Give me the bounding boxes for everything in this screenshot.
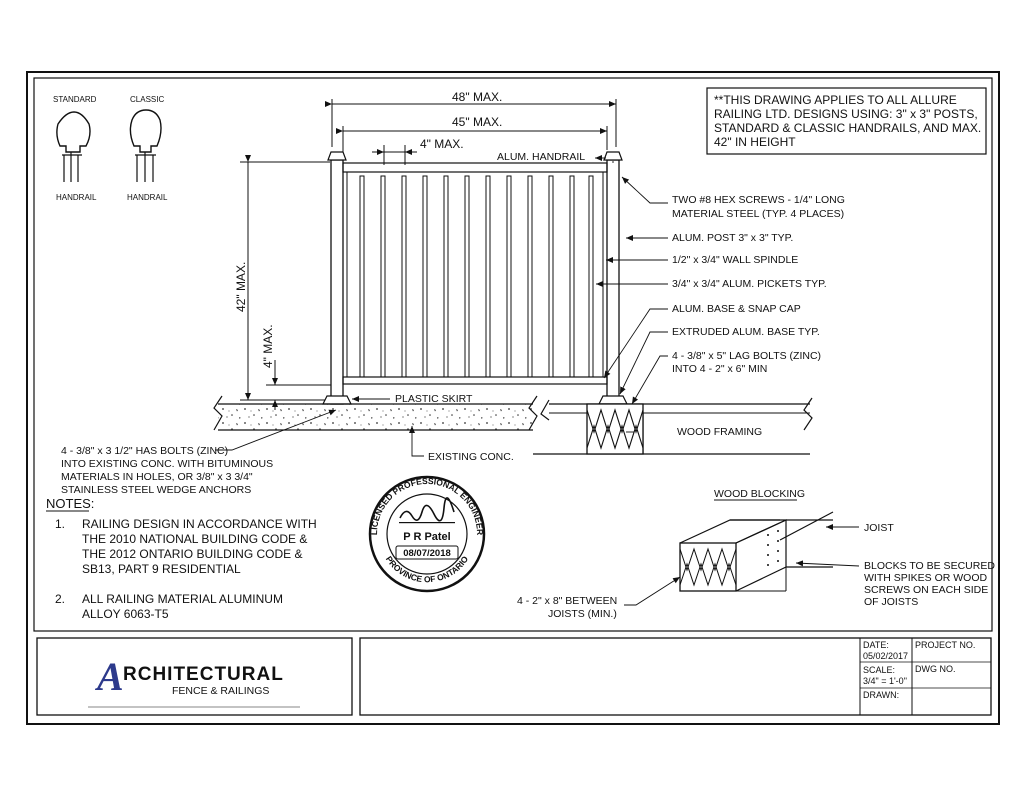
classic-profile-icon (130, 110, 161, 152)
right-post (607, 160, 619, 404)
note-box-line-3: STANDARD & CLASSIC HANDRAILS, AND MAX. (714, 121, 982, 135)
seal-arc-bottom: PROVINCE OF ONTARIO (383, 554, 471, 585)
wood-blocking-detail (624, 500, 859, 605)
sheet-border (27, 72, 999, 724)
right-post-cap (604, 152, 622, 160)
existing-conc-callout: EXISTING CONC. (428, 451, 514, 463)
note-box-line-1: **THIS DRAWING APPLIES TO ALL ALLURE (714, 93, 957, 107)
engineer-seal (369, 476, 485, 591)
has-bolts-callout-2: INTO EXISTING CONC. WITH BITUMINOUS (61, 458, 274, 470)
notes-heading: NOTES: (46, 496, 95, 511)
screws-callout-2: MATERIAL STEEL (TYP. 4 PLACES) (672, 208, 845, 220)
wood-framing-callout: WOOD FRAMING (677, 426, 763, 438)
date-value: 05/02/2017 (863, 651, 909, 661)
between-joists-2: JOISTS (MIN.) (548, 608, 617, 620)
screws-callout-1: TWO #8 HEX SCREWS - 1/4" LONG (672, 194, 845, 206)
classic-label: CLASSIC (130, 95, 165, 104)
logo-letter: A (97, 654, 124, 699)
blocks-note-2: WITH SPIKES OR WOOD (864, 572, 988, 584)
left-post-cap (328, 152, 346, 160)
note-box-line-4: 42" IN HEIGHT (714, 135, 796, 149)
pickets-callout: 3/4" x 3/4" ALUM. PICKETS TYP. (672, 278, 827, 290)
left-post (331, 160, 343, 404)
lag-bolts-callout-2: INTO 4 - 2" x 6" MIN (672, 363, 768, 375)
railing-elevation (323, 152, 627, 404)
dim-4-gap-label: 4" MAX. (261, 324, 275, 368)
pickets (360, 176, 593, 377)
bottom-rail (343, 377, 607, 384)
note-2-number: 2. (55, 592, 66, 606)
notes-section (46, 496, 317, 621)
note-box-line-2: RAILING LTD. DESIGNS USING: 3" x 3" POSTS, (714, 107, 978, 121)
note-2-line-1: ALL RAILING MATERIAL ALUMINUM (82, 592, 283, 606)
note-1-line-2: THE 2010 NATIONAL BUILDING CODE & (82, 532, 308, 546)
between-joists-1: 4 - 2" x 8" BETWEEN (517, 595, 618, 607)
logo-word: RCHITECTURAL (123, 664, 284, 685)
right-post-base (599, 396, 627, 404)
handrail-profiles (53, 95, 168, 202)
note-1-line-1: RAILING DESIGN IN ACCORDANCE WITH (82, 517, 317, 531)
top-handrail (343, 163, 607, 172)
plastic-skirt-callout: PLASTIC SKIRT (395, 393, 473, 405)
company-logo (94, 654, 284, 699)
note-1-number: 1. (55, 517, 66, 531)
left-post-base (323, 396, 351, 404)
seal-date: 08/07/2018 (403, 548, 451, 559)
note-1-line-3: THE 2012 ONTARIO BUILDING CODE & (82, 547, 303, 561)
seal-arc-top: LICENSED PROFESSIONAL ENGINEER (368, 475, 486, 536)
has-bolts-callout-1: 4 - 3/8" x 3 1/2" HAS BOLTS (ZINC) (61, 445, 229, 457)
seal-name: P R Patel (403, 531, 451, 543)
lag-bolts-callout-1: 4 - 3/8" x 5" LAG BOLTS (ZINC) (672, 350, 822, 362)
blocks-note-4: OF JOISTS (864, 596, 919, 608)
blocks-note-1: BLOCKS TO BE SECURED (864, 560, 995, 572)
scale-label: SCALE: (863, 665, 896, 675)
has-bolts-callout-3: MATERIALS IN HOLES, OR 3/8" x 3 3/4" (61, 471, 253, 483)
scale-value: 3/4" = 1'-0" (863, 676, 907, 686)
dim-45-label: 45" MAX. (452, 115, 503, 129)
has-bolts-callout-4: STAINLESS STEEL WEDGE ANCHORS (61, 484, 252, 496)
dim-4-spacing-label: 4" MAX. (420, 137, 464, 151)
note-1-line-4: SB13, PART 9 RESIDENTIAL (82, 562, 241, 576)
project-no-label: PROJECT NO. (915, 640, 976, 650)
wood-framing (533, 398, 812, 454)
handrail-label-2: HANDRAIL (127, 193, 168, 202)
note-2-line-2: ALLOY 6063-T5 (82, 607, 169, 621)
concrete-slab (214, 396, 537, 430)
joist-label: JOIST (864, 522, 894, 534)
base-cap-callout: ALUM. BASE & SNAP CAP (672, 303, 801, 315)
dim-42-label: 42" MAX. (234, 261, 248, 312)
wood-blocking-title: WOOD BLOCKING (714, 488, 806, 500)
drawn-label: DRAWN: (863, 690, 900, 700)
standard-profile-icon (57, 112, 90, 152)
logo-subtitle: FENCE & RAILINGS (172, 685, 270, 697)
dwg-no-label: DWG NO. (915, 664, 956, 674)
signature-mark (400, 498, 454, 521)
handrail-callout: ALUM. HANDRAIL (497, 151, 586, 163)
standard-label: STANDARD (53, 95, 97, 104)
handrail-label-1: HANDRAIL (56, 193, 97, 202)
spindle-callout: 1/2" x 3/4" WALL SPINDLE (672, 254, 799, 266)
blocks-note-3: SCREWS ON EACH SIDE (864, 584, 989, 596)
dim-48-label: 48" MAX. (452, 90, 503, 104)
post-callout: ALUM. POST 3" x 3" TYP. (672, 232, 794, 244)
date-label: DATE: (863, 640, 889, 650)
extruded-base-callout: EXTRUDED ALUM. BASE TYP. (672, 326, 820, 338)
